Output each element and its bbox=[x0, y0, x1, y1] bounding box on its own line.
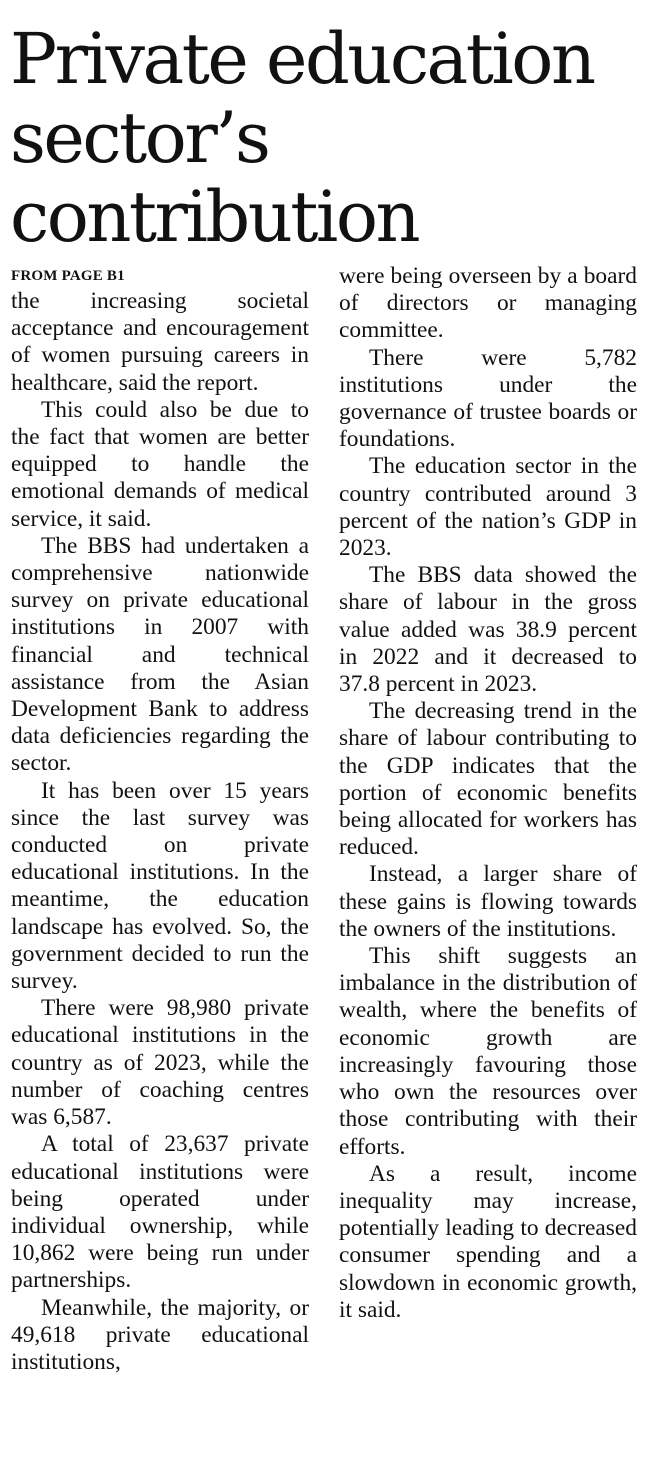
article-paragraph: This shift suggests an imbalance in the distribution of wealth, where the benefits of economic growth are increasingly favouring those who own the resources over those contributing with their efforts. bbox=[339, 943, 637, 1160]
headline-line: Private education bbox=[10, 18, 594, 100]
article-paragraph: There were 5,782 institutions under the governance of trustee boards or foundations. bbox=[339, 344, 637, 453]
article-paragraph: Instead, a larger share of these gains is flowing towards the owners of the institutions. bbox=[339, 861, 637, 942]
article-paragraph: The BBS data showed the share of labour in the gross value added was 38.9 percent in 2022 and it decreased to 37.8 percent in 2023. bbox=[339, 562, 637, 698]
article-paragraph: A total of 23,637 private educational institutions were being operated under individual ownership, while 10,862 were being run under partnerships. bbox=[11, 1131, 309, 1294]
article-column-left bbox=[11, 264, 309, 1376]
article-paragraph: As a result, income inequality may increase, potentially leading to decreased consumer spending and a slowdown in economic growth, it said. bbox=[339, 1160, 637, 1323]
article-paragraph: The education sector in the country contributed around 3 percent of the nation’s GDP in 2023. bbox=[339, 453, 637, 562]
article-paragraph: The decreasing trend in the share of labour contributing to the GDP indicates that the portion of economic benefits being allocated for workers has reduced. bbox=[339, 698, 637, 861]
article-headline bbox=[10, 20, 642, 257]
article-paragraph: The BBS had undertaken a comprehensive nationwide survey on private educational institutions in 2007 with financial and technical assistance from the Asian Development Bank to address data deficiencies regarding the sector. bbox=[11, 532, 309, 777]
article-paragraph: Meanwhile, the majority, or 49,618 private educational institutions, bbox=[11, 1294, 309, 1375]
article-paragraph: the increasing societal acceptance and encouragement of women pursuing careers in healthcare, said the report. bbox=[11, 288, 309, 396]
headline-line: sector’s bbox=[10, 97, 269, 179]
article-paragraph: It has been over 15 years since the last survey was conducted on private educational institutions. In the meantime, the education landscape has evolved. So, the government decided to run the survey. bbox=[11, 777, 309, 995]
article-paragraph: were being overseen by a board of directors or managing committee. bbox=[339, 263, 637, 344]
headline-line: contribution bbox=[10, 176, 419, 258]
article-column-right bbox=[339, 263, 637, 1324]
continuation-kicker: FROM PAGE B1 bbox=[11, 268, 125, 284]
article-paragraph: This could also be due to the fact that women are better equipped to handle the emotional demands of medical service, it said. bbox=[11, 396, 309, 532]
article-paragraph: There were 98,980 private educational institutions in the country as of 2023, while the number of coaching centres was 6,587. bbox=[11, 995, 309, 1131]
